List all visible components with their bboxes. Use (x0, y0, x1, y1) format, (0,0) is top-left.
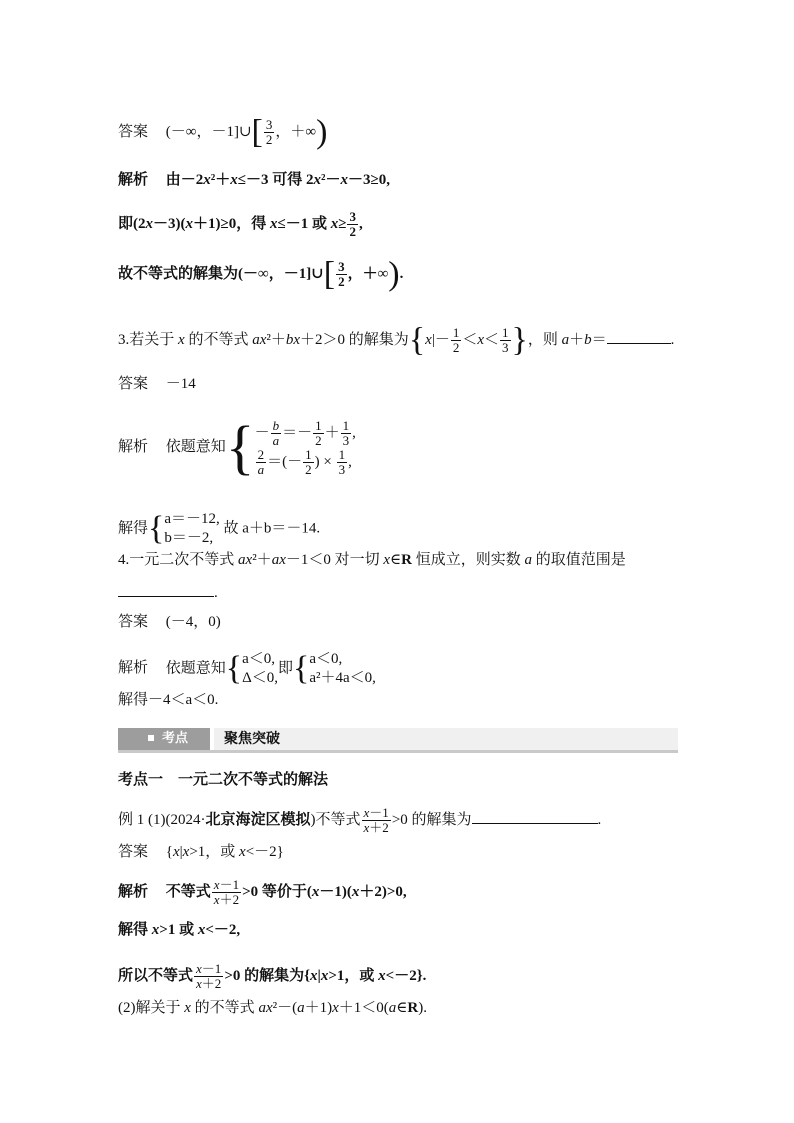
analysis-label: 解析 (118, 883, 149, 900)
question-3 (118, 321, 675, 359)
analysis-text-3: 故不等式的解集为(－∞，－1]∪[ $\frac{3}{2}$ ，＋∞). (118, 255, 404, 293)
analysis-line-3 (118, 255, 404, 293)
solve-label: 解得 (118, 520, 149, 537)
analysis-ex1-line-1 (118, 878, 407, 907)
condition-quadratic: a²＋4a＜0, (309, 670, 376, 686)
solve-line-q4 (118, 690, 218, 710)
analysis-ex1-line-2 (118, 920, 240, 940)
section-title: 聚焦突破 (214, 728, 678, 750)
answer-line-ex1 (118, 842, 284, 862)
section-tag-label: 考点 (162, 731, 189, 746)
example-1-text: (1)(2024·北京海淀区模拟)不等式 $\frac{x-1}{x+2}$ >0 的解集为 . (148, 805, 602, 835)
analysis-label: 解析 (118, 172, 149, 188)
equation-1: － $\frac{b}{a}$ ＝－ $\frac{1}{2}$ ＋ $\frac{1}{3}$ , (254, 417, 356, 448)
condition-delta: Δ＜0, (242, 670, 279, 686)
answer-line-3 (118, 374, 196, 394)
answer-value-1: (－∞，－1]∪[ $\frac{3}{2}$ ，＋∞) (165, 113, 328, 151)
section-header (118, 728, 678, 753)
analysis-line-1 (118, 170, 390, 190)
question-4-number: 4. (118, 552, 130, 568)
question-4 (118, 550, 626, 570)
example-1-part-2-text: (2)解关于 x 的不等式 ax²－(a＋1)x＋1＜0(a∈R). (118, 1000, 427, 1016)
analysis-ex1-line-3 (118, 962, 426, 991)
condition-a-2: a＜0, (309, 651, 343, 667)
analysis-text-2: 即(2x－3)(x＋1)≥0，得 x≤－1 或 x≥ $\frac{3}{2}$ , (118, 209, 363, 239)
example-1-part-2 (118, 998, 427, 1018)
answer-value-ex1: {x|x>1，或 x<－2} (165, 844, 284, 860)
condition-a: a＜0, (242, 651, 276, 667)
condition-system-2 (309, 650, 376, 688)
section-tag (118, 728, 210, 750)
answer-label: 答案 (118, 614, 149, 630)
analysis-intro-q4: 依题意知 (165, 660, 226, 677)
equation-system-q3 (255, 419, 356, 477)
analysis-ex1-text-2: 解得 x>1 或 x<－2, (118, 922, 241, 938)
question-3-number: 3. (118, 331, 130, 348)
analysis-intro-q3: 依题意知 (165, 439, 226, 455)
square-bullet-icon (148, 735, 154, 741)
example-label: 例 1 (118, 811, 145, 828)
answer-value-3: －14 (165, 376, 196, 392)
equation-2: $\frac{2}{a}$ ＝(－ $\frac{1}{2}$ ) × $\frac{1}{3}$ , (257, 446, 352, 477)
analysis-q3: 解析 依题意知{ － $\frac{b}{a}$ ＝－ $\frac{1}{2}$ ＋ $\frac{1}{3}$ , $\frac{2}{a}$ ＝(－ $\frac{1}{2}$ ) × $\frac{1}{3}$ , (118, 414, 356, 481)
question-4-text: 一元二次不等式 ax²＋ax－1＜0 对一切 x∈R 恒成立，则实数 a 的取值范围是 (129, 552, 626, 568)
topic-1-title: 考点一 一元二次不等式的解法 (118, 772, 329, 788)
analysis-line-2 (118, 210, 363, 239)
example-1-part-1 (118, 806, 601, 835)
answer-label: 答案 (118, 376, 149, 392)
solve-system-q3 (164, 510, 219, 548)
analysis-ex1-text-1: 不等式 $\frac{x-1}{x+2}$ >0 等价于(x－1)(x＋2)>0, (165, 877, 407, 907)
analysis-label: 解析 (118, 439, 149, 455)
solve-text-q4: 解得－4＜a＜0. (118, 692, 219, 708)
analysis-q4: 解析 依题意知{ a＜0, Δ＜0, 即{ a＜0, a²＋4a＜0, (118, 650, 376, 687)
analysis-ex1-text-3: 所以不等式 $\frac{x-1}{x+2}$ >0 的解集为{x|x>1，或 x<－2}. (118, 961, 427, 991)
answer-line-1 (118, 113, 328, 151)
question-4-blank: . (118, 582, 218, 603)
analysis-label: 解析 (118, 660, 149, 677)
analysis-text-1: 由－2x²＋x≤－3 可得 2x²－x－3≥0, (165, 172, 390, 188)
solve-line-q3: 解得{ a＝－12, b＝－2, 故 a＋b＝－14. (118, 510, 321, 547)
question-3-text: 若关于 x 的不等式 ax²＋bx＋2＞0 的解集为{x|－ $\frac{1}{2}$ ＜x＜ $\frac{1}{3}$ }，则 a＋b＝ . (129, 321, 675, 359)
condition-system-1 (242, 650, 278, 688)
answer-label: 答案 (118, 123, 149, 140)
solve-tail-q3: 故 a＋b＝－14. (223, 520, 321, 537)
solve-eq-b: b＝－2, (164, 530, 214, 546)
answer-line-4 (118, 612, 221, 632)
answer-label: 答案 (118, 844, 149, 860)
answer-value-4: (－4，0) (165, 614, 221, 630)
analysis-mid-q4: 即 (278, 660, 294, 677)
solve-eq-a: a＝－12, (164, 511, 220, 527)
